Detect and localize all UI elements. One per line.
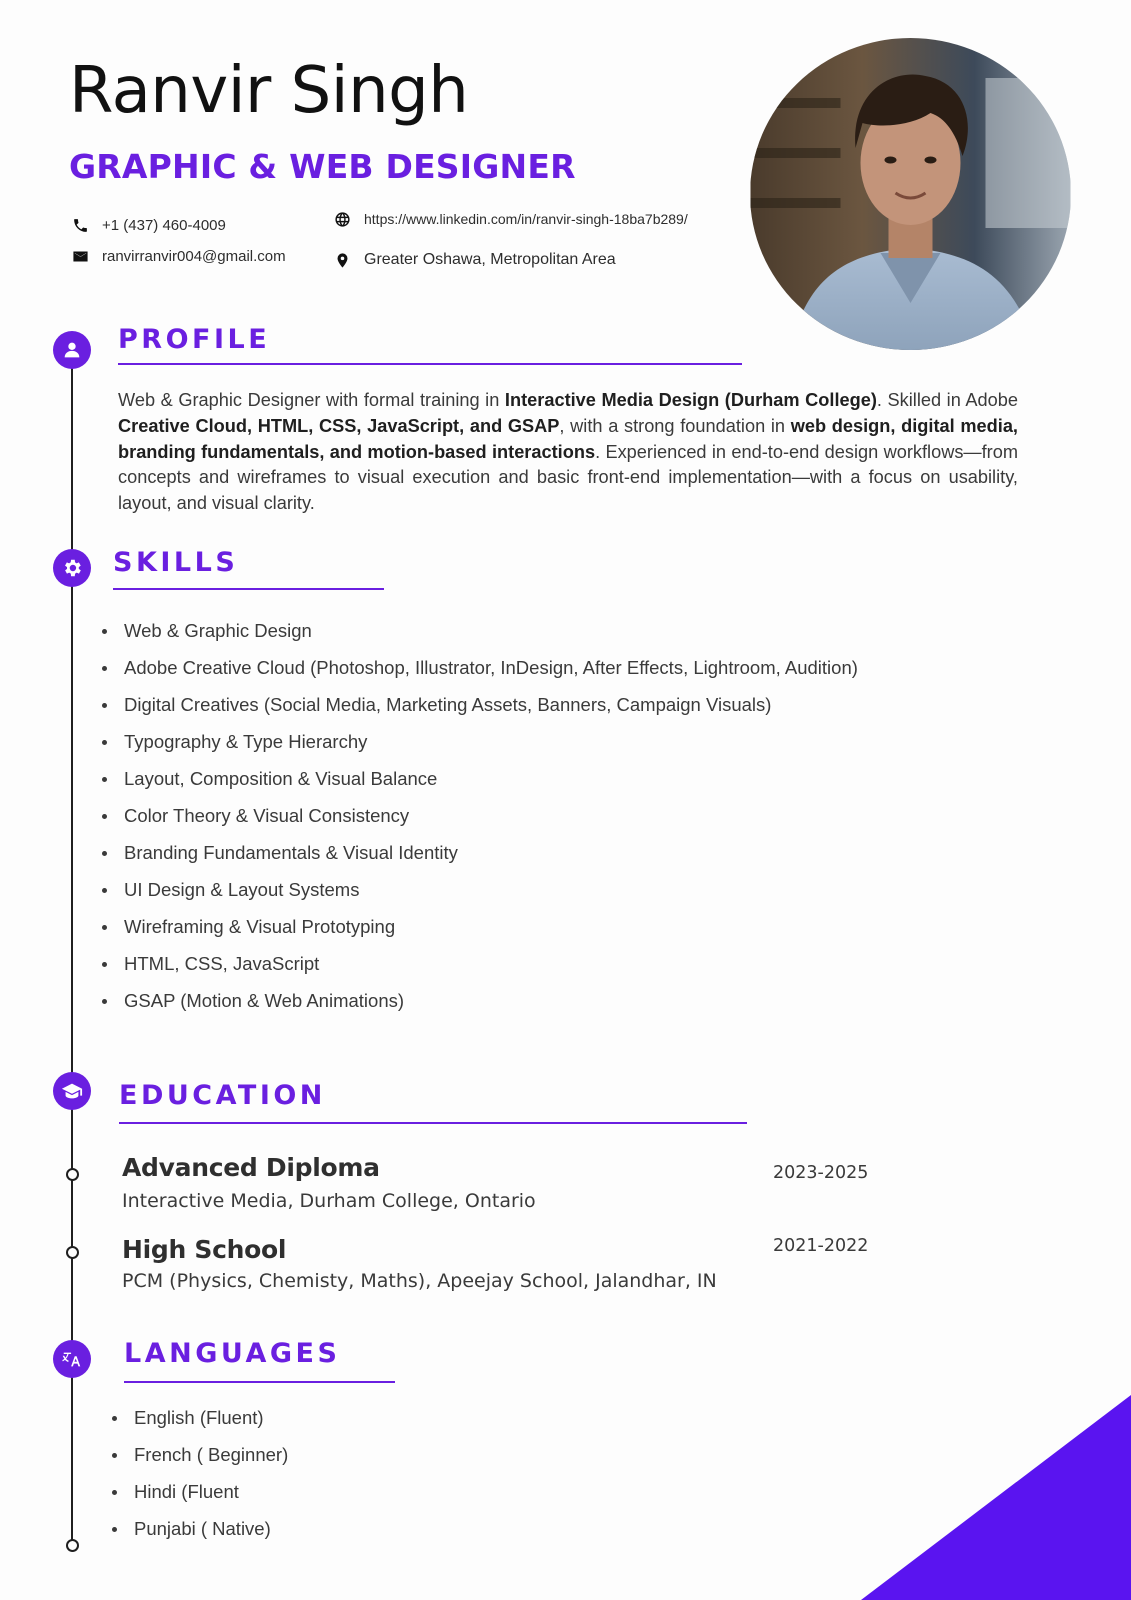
contact-email — [71, 247, 286, 265]
section-title-languages: LANGUAGES — [124, 1338, 341, 1369]
contact-phone — [71, 216, 226, 234]
email-link[interactable]: ranvirranvir004@gmail.com — [102, 247, 286, 265]
job-title: GRAPHIC & WEB DESIGNER — [69, 147, 576, 186]
phone-icon — [71, 216, 89, 234]
timeline-dot — [66, 1539, 79, 1552]
section-rule — [118, 363, 742, 365]
profile-summary: Web & Graphic Designer with formal training in Interactive Media Design (Durham College). Skilled in Adobe Creative Cloud, HTML, CSS, JavaScript, and GSAP, with a strong foundation in web design, digital media, branding fundamentals, and motion-based interactions. Experienced in end-to-end design workflows—from concepts and wireframes to visual execution and basic front-end implementation—with a focus on usability, layout, and visual clarity. — [118, 390, 1018, 514]
section-title-profile: PROFILE — [118, 324, 271, 355]
portrait-illustration — [750, 38, 1071, 350]
list-item: Hindi (Fluent — [112, 1479, 288, 1516]
list-item: English (Fluent) — [112, 1405, 288, 1442]
list-item: Layout, Composition & Visual Balance — [102, 766, 858, 803]
globe-icon — [333, 210, 351, 228]
languages-list — [112, 1405, 288, 1553]
linkedin-link[interactable]: https://www.linkedin.com/in/ranvir-singh-18ba7b289/ — [364, 211, 688, 227]
timeline-dot — [66, 1246, 79, 1259]
section-rule — [124, 1381, 395, 1383]
decorative-corner-shape — [861, 1395, 1131, 1600]
candidate-name: Ranvir Singh — [69, 54, 469, 128]
location-text: Greater Oshawa, Metropolitan Area — [364, 251, 616, 268]
phone-text: +1 (437) 460-4009 — [102, 216, 226, 234]
education-degree: Advanced Diploma — [122, 1153, 380, 1182]
contact-linkedin — [333, 210, 688, 228]
list-item: UI Design & Layout Systems — [102, 877, 858, 914]
contact-location — [333, 251, 616, 269]
education-details: PCM (Physics, Chemisty, Maths), Apeejay School, Jalandhar, IN — [122, 1270, 717, 1292]
list-item: HTML, CSS, JavaScript — [102, 951, 858, 988]
gear-icon — [53, 549, 91, 587]
list-item: Color Theory & Visual Consistency — [102, 803, 858, 840]
graduation-cap-icon — [53, 1072, 91, 1110]
section-title-education: EDUCATION — [119, 1080, 326, 1111]
list-item: Web & Graphic Design — [102, 618, 858, 655]
translate-icon — [53, 1340, 91, 1378]
section-title-skills: SKILLS — [113, 547, 239, 578]
list-item: Adobe Creative Cloud (Photoshop, Illustrator, InDesign, After Effects, Lightroom, Audition) — [102, 655, 858, 692]
location-pin-icon — [333, 251, 351, 269]
education-details: Interactive Media, Durham College, Ontario — [122, 1190, 536, 1212]
list-item: Typography & Type Hierarchy — [102, 729, 858, 766]
timeline-dot — [66, 1168, 79, 1181]
list-item: Branding Fundamentals & Visual Identity — [102, 840, 858, 877]
section-rule — [113, 588, 384, 590]
list-item: GSAP (Motion & Web Animations) — [102, 988, 858, 1025]
education-years: 2021-2022 — [773, 1236, 869, 1256]
section-rule — [119, 1122, 747, 1124]
list-item: Punjabi ( Native) — [112, 1516, 288, 1553]
list-item: Wireframing & Visual Prototyping — [102, 914, 858, 951]
mail-icon — [71, 247, 89, 265]
list-item: French ( Beginner) — [112, 1442, 288, 1479]
education-years: 2023-2025 — [773, 1163, 869, 1183]
list-item: Digital Creatives (Social Media, Marketing Assets, Banners, Campaign Visuals) — [102, 692, 858, 729]
profile-photo — [750, 38, 1071, 350]
education-degree: High School — [122, 1235, 287, 1264]
skills-list — [102, 618, 858, 1025]
user-icon — [53, 331, 91, 369]
